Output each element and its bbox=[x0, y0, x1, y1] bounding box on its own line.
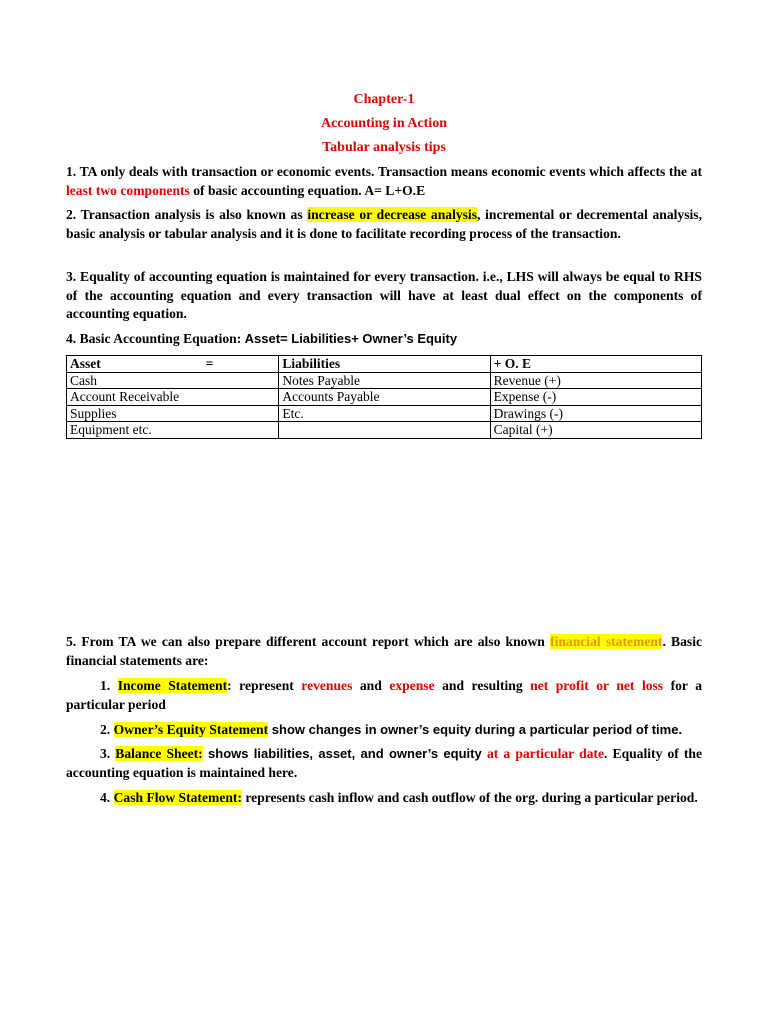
table-cell: Capital (+) bbox=[490, 422, 701, 439]
list-number: 4. bbox=[100, 790, 114, 805]
paragraph-2 bbox=[66, 206, 702, 243]
table-cell: Notes Payable bbox=[279, 372, 490, 389]
list-item-owners-equity bbox=[66, 721, 702, 740]
header-equals-sign: = bbox=[205, 356, 214, 371]
table-cell: Account Receivable bbox=[67, 389, 279, 406]
list-item-income-statement bbox=[66, 677, 702, 714]
table-cell: Revenue (+) bbox=[490, 372, 701, 389]
table-header-row bbox=[67, 356, 702, 373]
paragraph-3: 3. Equality of accounting equation is maintained for every transaction. i.e., LHS will always be equal to RHS of the accounting equation and every transaction will have at least dual effect on the components of accounting equation. bbox=[66, 269, 702, 321]
table-cell: Expense (-) bbox=[490, 389, 701, 406]
accounting-equation-table bbox=[66, 355, 702, 439]
item-text: and bbox=[352, 678, 390, 693]
table-row bbox=[67, 422, 702, 439]
item-text: for a particular period bbox=[66, 678, 703, 712]
table-cell: Etc. bbox=[279, 405, 490, 422]
table-header-asset bbox=[67, 356, 279, 373]
section-subtitle: Tabular analysis tips bbox=[322, 140, 446, 155]
paragraph-2-text-a: 2. Transaction analysis is also known as bbox=[66, 207, 308, 222]
list-number: 2. bbox=[100, 722, 114, 737]
accounting-equation: Asset= Liabilities+ Owner’s Equity bbox=[244, 331, 458, 346]
table-header-liabilities: Liabilities bbox=[279, 356, 490, 373]
table-row bbox=[67, 405, 702, 422]
paragraph-2-text-c: , incremental or decremental analysis, basic analysis or tabular analysis and it is done to facilitate recording process of the transaction. bbox=[66, 207, 702, 241]
table-cell: Equipment etc. bbox=[67, 422, 279, 439]
highlight-financial-statement: financial statement bbox=[550, 634, 663, 649]
highlight-particular-date: at a particular date bbox=[487, 746, 604, 761]
table-row bbox=[67, 372, 702, 389]
highlight-increase-decrease: increase or decrease analysis bbox=[307, 207, 478, 222]
paragraph-4-text-a: 4. Basic Accounting Equation: bbox=[66, 331, 245, 346]
item-text: and resulting bbox=[434, 678, 531, 693]
item-text: represents cash inflow and cash outflow of the org. during a particular period. bbox=[241, 790, 698, 805]
paragraph-5 bbox=[66, 633, 702, 670]
table-cell: Supplies bbox=[67, 405, 279, 422]
highlight-owners-equity-statement: Owner’s Equity Statement bbox=[113, 722, 269, 737]
list-number: 1. bbox=[100, 678, 118, 693]
paragraph-4 bbox=[66, 330, 702, 349]
chapter-heading: Chapter-1 bbox=[353, 92, 415, 107]
highlight-cash-flow-statement: Cash Flow Statement: bbox=[113, 790, 242, 805]
item-text: : represent bbox=[227, 678, 302, 693]
table-cell bbox=[279, 422, 490, 439]
chapter-title: Accounting in Action bbox=[320, 116, 447, 131]
highlight-least-two-components: least two components bbox=[66, 182, 190, 198]
item-text: shows liabilities, asset, and owner’s equity bbox=[202, 746, 487, 761]
paragraph-5-text-c: . Basic financial statements are: bbox=[66, 634, 703, 668]
table-cell: Cash bbox=[67, 372, 279, 389]
list-number: 3. bbox=[100, 746, 116, 761]
table-row bbox=[67, 389, 702, 406]
header-asset-label: Asset bbox=[70, 356, 101, 371]
paragraph-1 bbox=[66, 163, 702, 200]
item-text: show changes in owner’s equity during a particular period of time. bbox=[268, 722, 683, 737]
table-cell: Accounts Payable bbox=[279, 389, 490, 406]
paragraph-1-text-c: of basic accounting equation. A= L+O.E bbox=[189, 182, 426, 198]
paragraph-1-text-a: 1. TA only deals with transaction or economic events. Transaction means economic events which affects the at bbox=[66, 164, 702, 179]
table-cell: Drawings (-) bbox=[490, 405, 701, 422]
highlight-revenues: revenues bbox=[301, 678, 353, 693]
list-item-balance-sheet bbox=[66, 745, 702, 782]
highlight-net-profit: net profit or net loss bbox=[530, 678, 664, 693]
highlight-expense: expense bbox=[389, 678, 435, 693]
highlight-balance-sheet: Balance Sheet: bbox=[115, 746, 203, 761]
list-item-cash-flow bbox=[66, 789, 702, 808]
highlight-income-statement: Income Statement bbox=[117, 678, 228, 693]
table-header-oe: + O. E bbox=[490, 356, 701, 373]
paragraph-5-text-a: 5. From TA we can also prepare different account report which are also known bbox=[66, 634, 551, 649]
item-text: . Equality of the accounting equation is maintained here. bbox=[66, 746, 703, 780]
